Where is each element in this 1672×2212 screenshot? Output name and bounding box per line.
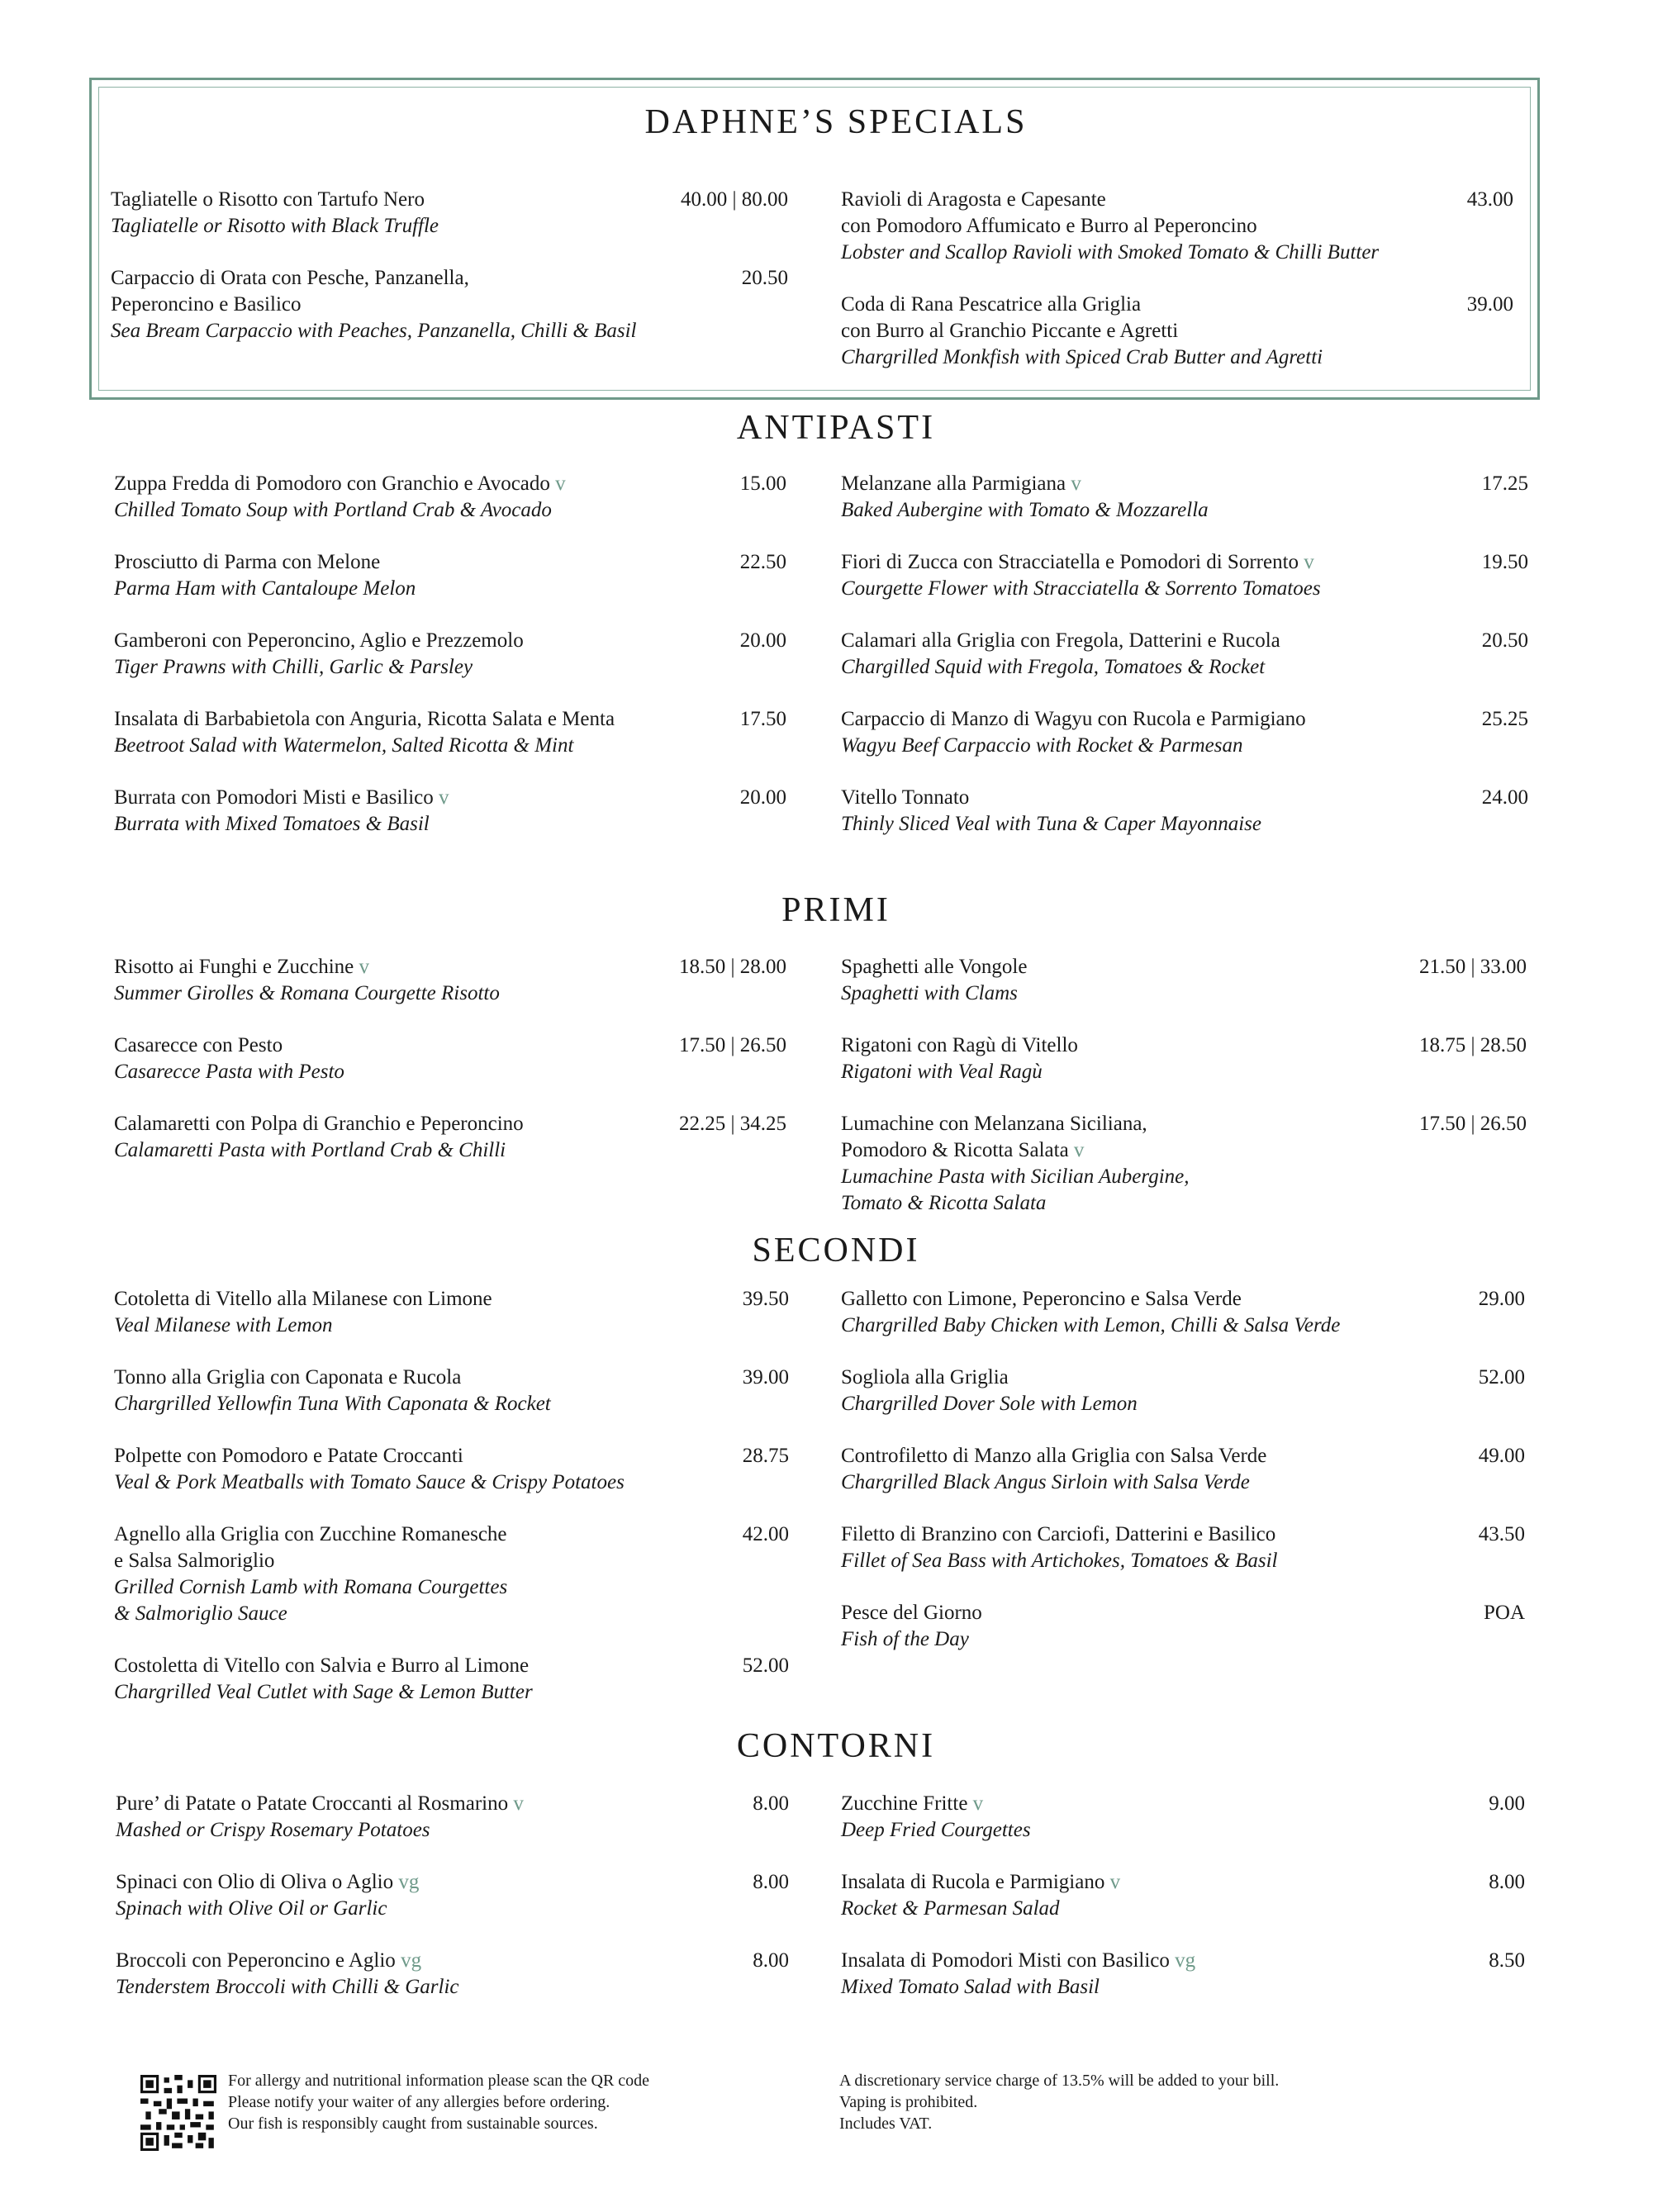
primi-item-casarecce-pasta-with-pesto — [114, 1032, 344, 1085]
dish-price: 40.00 | 80.00 — [680, 188, 788, 211]
dish-name-english: Sea Bream Carpaccio with Peaches, Panzanella, Chilli & Basil — [111, 320, 637, 342]
dish-price: 29.00 — [1478, 1288, 1525, 1310]
secondi-title: SECONDI — [752, 1232, 920, 1270]
dish-name-english: Parma Ham with Cantaloupe Melon — [114, 577, 416, 600]
dish-name-english: Chargrilled Dover Sole with Lemon — [841, 1393, 1138, 1415]
dish-name-italian: Filetto di Branzino con Carciofi, Datterini e Basilico — [841, 1523, 1276, 1545]
dish-price: 9.00 — [1489, 1792, 1525, 1815]
contorni-item-mashed-or-crispy-rosemary-potatoes — [116, 1791, 524, 1844]
dish-price: 18.50 | 28.00 — [678, 956, 786, 978]
dish-price: 43.50 — [1478, 1523, 1525, 1545]
dish-name-english: & Salmoriglio Sauce — [114, 1602, 287, 1625]
dish-name-english: Tagliatelle or Risotto with Black Truffle — [111, 215, 439, 237]
antipasti-item-chilled-tomato-soup-with-portland-crab-a — [114, 471, 566, 524]
dish-price: 8.00 — [753, 1792, 789, 1815]
secondi-item-chargrilled-dover-sole-with-lemon — [841, 1365, 1138, 1417]
antipasti-item-burrata-with-mixed-tomatoes-basil — [114, 785, 449, 838]
dish-price: 18.75 | 28.50 — [1418, 1034, 1527, 1056]
specials-item-chargrilled-monkfish-with-spiced-crab-bu — [841, 292, 1323, 371]
dish-name-english: Tenderstem Broccoli with Chilli & Garlic — [116, 1976, 459, 1998]
footer-left-line: Our fish is responsibly caught from sustainable sources. — [228, 2115, 598, 2133]
dish-name-english: Tiger Prawns with Chilli, Garlic & Parsley — [114, 656, 473, 678]
dish-name-english: Beetroot Salad with Watermelon, Salted Ricotta & Mint — [114, 734, 574, 757]
footer-left-line: For allergy and nutritional information please scan the QR code — [228, 2072, 650, 2090]
dish-price: 20.50 — [741, 267, 788, 289]
dish-name-english: Veal Milanese with Lemon — [114, 1314, 333, 1336]
secondi-item-veal-milanese-with-lemon — [114, 1286, 492, 1339]
dish-name-italian: Burrata con Pomodori Misti e Basilico v — [114, 786, 449, 809]
dish-name-italian: Rigatoni con Ragù di Vitello — [841, 1034, 1078, 1056]
dietary-tag: v — [1066, 472, 1081, 495]
dish-name-english: Chilled Tomato Soup with Portland Crab & Avocado — [114, 499, 552, 521]
dish-name-italian: e Salsa Salmoriglio — [114, 1550, 275, 1572]
dish-price: 8.00 — [753, 1949, 789, 1972]
dish-name-italian: Spinaci con Olio di Oliva o Aglio vg — [116, 1871, 420, 1893]
dish-name-english: Mashed or Crispy Rosemary Potatoes — [116, 1819, 430, 1841]
contorni-title: CONTORNI — [736, 1727, 936, 1765]
dish-name-italian: Ravioli di Aragosta e Capesante — [841, 188, 1106, 211]
dish-name-italian: Pesce del Giorno — [841, 1602, 982, 1624]
dish-name-italian: Carpaccio di Manzo di Wagyu con Rucola e Parmigiano — [841, 708, 1306, 730]
specials-item-lobster-and-scallop-ravioli-with-smoked- — [841, 187, 1379, 266]
dish-name-english: Rigatoni with Veal Ragù — [841, 1061, 1043, 1083]
dish-name-italian: Pomodoro & Ricotta Salata v — [841, 1139, 1085, 1161]
primi-item-calamaretti-pasta-with-portland-crab-chi — [114, 1111, 524, 1164]
dietary-tag: v — [433, 786, 449, 809]
dish-name-italian: Calamari alla Griglia con Fregola, Datterini e Rucola — [841, 629, 1280, 652]
secondi-item-chargrilled-veal-cutlet-with-sage-lemon- — [114, 1653, 533, 1706]
dish-price: 39.50 — [742, 1288, 789, 1310]
dish-name-italian: Zucchine Fritte v — [841, 1792, 984, 1815]
dish-price: 24.00 — [1481, 786, 1528, 809]
dish-name-italian: Tonno alla Griglia con Caponata e Rucola — [114, 1366, 462, 1388]
dish-name-english: Fish of the Day — [841, 1628, 969, 1650]
dish-name-english: Chargilled Squid with Fregola, Tomatoes & Rocket — [841, 656, 1266, 678]
antipasti-item-tiger-prawns-with-chilli-garlic-parsley — [114, 628, 524, 681]
primi-item-summer-girolles-romana-courgette-risotto — [114, 954, 500, 1007]
dish-name-english: Veal & Pork Meatballs with Tomato Sauce & Crispy Potatoes — [114, 1471, 625, 1493]
contorni-item-deep-fried-courgettes — [841, 1791, 1031, 1844]
dietary-tag: vg — [1169, 1949, 1196, 1972]
secondi-item-fish-of-the-day — [841, 1600, 982, 1653]
dish-name-english: Chargrilled Veal Cutlet with Sage & Lemon Butter — [114, 1681, 533, 1703]
antipasti-item-chargilled-squid-with-fregola-tomatoes-r — [841, 628, 1280, 681]
specials-title: DAPHNE’S SPECIALS — [644, 103, 1028, 141]
antipasti-item-wagyu-beef-carpaccio-with-rocket-parmesa — [841, 706, 1306, 759]
dish-price: 22.50 — [739, 551, 786, 573]
dish-price: 52.00 — [1478, 1366, 1525, 1388]
secondi-item-chargrilled-yellowfin-tuna-with-caponata — [114, 1365, 551, 1417]
dish-name-italian: Agnello alla Griglia con Zucchine Romanesche — [114, 1523, 507, 1545]
dish-name-english: Chargrilled Baby Chicken with Lemon, Chilli & Salsa Verde — [841, 1314, 1341, 1336]
dish-name-english: Fillet of Sea Bass with Artichokes, Tomatoes & Basil — [841, 1550, 1278, 1572]
dish-price: POA — [1483, 1602, 1525, 1624]
dish-name-english: Deep Fried Courgettes — [841, 1819, 1031, 1841]
dish-price: 17.50 | 26.50 — [678, 1034, 786, 1056]
dish-name-english: Spaghetti with Clams — [841, 982, 1018, 1004]
dish-price: 52.00 — [742, 1654, 789, 1677]
primi-item-spaghetti-with-clams — [841, 954, 1027, 1007]
dish-name-italian: Fiori di Zucca con Stracciatella e Pomodori di Sorrento v — [841, 551, 1314, 573]
dish-name-italian: Prosciutto di Parma con Melone — [114, 551, 381, 573]
secondi-item-chargrilled-black-angus-sirloin-with-sal — [841, 1443, 1266, 1496]
dish-name-italian: con Pomodoro Affumicato e Burro al Peperoncino — [841, 215, 1257, 237]
specials-item-sea-bream-carpaccio-with-peaches-panzane — [111, 265, 637, 344]
dish-name-english: Burrata with Mixed Tomatoes & Basil — [114, 813, 430, 835]
footer-right-line: Vaping is prohibited. — [839, 2093, 978, 2111]
secondi-item-fillet-of-sea-bass-with-artichokes-tomat — [841, 1521, 1277, 1574]
dish-name-italian: Coda di Rana Pescatrice alla Griglia — [841, 293, 1142, 316]
dish-price: 15.00 — [739, 472, 786, 495]
dish-name-italian: Polpette con Pomodoro e Patate Croccanti — [114, 1445, 463, 1467]
dish-price: 17.50 — [739, 708, 786, 730]
dietary-tag: v — [354, 956, 369, 978]
dish-price: 20.00 — [739, 629, 786, 652]
dish-name-italian: Melanzane alla Parmigiana v — [841, 472, 1081, 495]
dish-name-italian: Broccoli con Peperoncino e Aglio vg — [116, 1949, 422, 1972]
contorni-item-spinach-with-olive-oil-or-garlic — [116, 1869, 419, 1922]
dish-name-italian: Insalata di Barbabietola con Anguria, Ricotta Salata e Menta — [114, 708, 615, 730]
dish-price: 28.75 — [742, 1445, 789, 1467]
dietary-tag: v — [1299, 551, 1314, 573]
secondi-item-chargrilled-baby-chicken-with-lemon-chil — [841, 1286, 1340, 1339]
dish-name-italian: Carpaccio di Orata con Pesche, Panzanella, — [111, 267, 469, 289]
dietary-tag: v — [967, 1792, 984, 1815]
dish-price: 19.50 — [1481, 551, 1528, 573]
footer-left-line: Please notify your waiter of any allergies before ordering. — [228, 2093, 610, 2111]
dish-name-english: Lobster and Scallop Ravioli with Smoked Tomato & Chilli Butter — [841, 241, 1380, 263]
dish-name-english: Lumachine Pasta with Sicilian Aubergine, — [841, 1165, 1190, 1188]
dish-name-italian: Zuppa Fredda di Pomodoro con Granchio e Avocado v — [114, 472, 566, 495]
dish-price: 42.00 — [742, 1523, 789, 1545]
dish-price: 17.50 | 26.50 — [1418, 1113, 1527, 1135]
primi-item-lumachine-pasta-with-sicilian-aubergine — [841, 1111, 1190, 1217]
dish-name-english: Spinach with Olive Oil or Garlic — [116, 1897, 387, 1920]
footer-right-line: Includes VAT. — [839, 2115, 933, 2133]
contorni-item-mixed-tomato-salad-with-basil — [841, 1948, 1195, 2001]
dish-name-english: Summer Girolles & Romana Courgette Risotto — [114, 982, 500, 1004]
dish-name-italian: Costoletta di Vitello con Salvia e Burro al Limone — [114, 1654, 530, 1677]
dish-name-italian: Insalata di Pomodori Misti con Basilico vg — [841, 1949, 1196, 1972]
dish-price: 17.25 — [1481, 472, 1528, 495]
qr-code-icon[interactable] — [140, 2075, 216, 2151]
dish-name-italian: Casarecce con Pesto — [114, 1034, 283, 1056]
dish-name-english: Tomato & Ricotta Salata — [841, 1192, 1047, 1214]
dish-name-italian: Insalata di Rucola e Parmigiano v — [841, 1871, 1121, 1893]
dish-name-italian: con Burro al Granchio Piccante e Agretti — [841, 320, 1179, 342]
dish-name-english: Baked Aubergine with Tomato & Mozzarella — [841, 499, 1209, 521]
dish-name-italian: Galletto con Limone, Peperoncino e Salsa Verde — [841, 1288, 1242, 1310]
specials-item-tagliatelle-or-risotto-with-black-truffl — [111, 187, 439, 240]
dietary-tag: vg — [393, 1871, 420, 1893]
dish-name-italian: Lumachine con Melanzana Siciliana, — [841, 1113, 1147, 1135]
dish-price: 8.00 — [1489, 1871, 1525, 1893]
dish-name-english: Rocket & Parmesan Salad — [841, 1897, 1060, 1920]
antipasti-title: ANTIPASTI — [736, 409, 936, 447]
dish-price: 8.50 — [1489, 1949, 1525, 1972]
dish-name-english: Chargrilled Yellowfin Tuna With Caponata & Rocket — [114, 1393, 551, 1415]
dish-name-english: Casarecce Pasta with Pesto — [114, 1061, 344, 1083]
footer-service-note — [839, 2070, 1279, 2134]
dish-name-english: Chargrilled Black Angus Sirloin with Salsa Verde — [841, 1471, 1250, 1493]
dish-name-english: Wagyu Beef Carpaccio with Rocket & Parmesan — [841, 734, 1243, 757]
dish-price: 21.50 | 33.00 — [1418, 956, 1527, 978]
dish-name-english: Calamaretti Pasta with Portland Crab & Chilli — [114, 1139, 506, 1161]
dish-name-english: Thinly Sliced Veal with Tuna & Caper Mayonnaise — [841, 813, 1261, 835]
dish-name-italian: Calamaretti con Polpa di Granchio e Peperoncino — [114, 1113, 524, 1135]
dish-name-english: Mixed Tomato Salad with Basil — [841, 1976, 1100, 1998]
dish-price: 25.25 — [1481, 708, 1528, 730]
dish-name-italian: Tagliatelle o Risotto con Tartufo Nero — [111, 188, 425, 211]
secondi-item-grilled-cornish-lamb-with-romana-courget — [114, 1521, 507, 1627]
dietary-tag: vg — [395, 1949, 422, 1972]
primi-item-rigatoni-with-veal-rag — [841, 1032, 1078, 1085]
primi-title: PRIMI — [781, 891, 891, 929]
dish-price: 49.00 — [1478, 1445, 1525, 1467]
dietary-tag: v — [1104, 1871, 1121, 1893]
dish-name-italian: Pure’ di Patate o Patate Croccanti al Rosmarino v — [116, 1792, 524, 1815]
dish-name-english: Courgette Flower with Stracciatella & Sorrento Tomatoes — [841, 577, 1321, 600]
contorni-item-tenderstem-broccoli-with-chilli-garlic — [116, 1948, 459, 2001]
dish-price: 8.00 — [753, 1871, 789, 1893]
dish-name-italian: Vitello Tonnato — [841, 786, 970, 809]
antipasti-item-parma-ham-with-cantaloupe-melon — [114, 549, 416, 602]
dish-name-italian: Cotoletta di Vitello alla Milanese con Limone — [114, 1288, 492, 1310]
dietary-tag: v — [1068, 1139, 1085, 1161]
dish-name-italian: Risotto ai Funghi e Zucchine v — [114, 956, 369, 978]
contorni-item-rocket-parmesan-salad — [841, 1869, 1120, 1922]
antipasti-item-thinly-sliced-veal-with-tuna-caper-mayon — [841, 785, 1261, 838]
dish-name-english: Grilled Cornish Lamb with Romana Courgettes — [114, 1576, 508, 1598]
dish-name-italian: Controfiletto di Manzo alla Griglia con Salsa Verde — [841, 1445, 1267, 1467]
dish-name-english: Chargrilled Monkfish with Spiced Crab Butter and Agretti — [841, 346, 1323, 368]
dish-price: 39.00 — [742, 1366, 789, 1388]
dish-name-italian: Gamberoni con Peperoncino, Aglio e Prezzemolo — [114, 629, 524, 652]
antipasti-item-baked-aubergine-with-tomato-mozzarella — [841, 471, 1209, 524]
dish-price: 43.00 — [1466, 188, 1513, 211]
dietary-tag: v — [549, 472, 566, 495]
dish-name-italian: Sogliola alla Griglia — [841, 1366, 1009, 1388]
dietary-tag: v — [508, 1792, 524, 1815]
secondi-item-veal-pork-meatballs-with-tomato-sauce-cr — [114, 1443, 625, 1496]
antipasti-item-courgette-flower-with-stracciatella-sorr — [841, 549, 1321, 602]
dish-price: 22.25 | 34.25 — [678, 1113, 786, 1135]
dish-price: 39.00 — [1466, 293, 1513, 316]
dish-price: 20.50 — [1481, 629, 1528, 652]
footer-right-line: A discretionary service charge of 13.5% will be added to your bill. — [839, 2072, 1280, 2090]
antipasti-item-beetroot-salad-with-watermelon-salted-ri — [114, 706, 615, 759]
dish-name-italian: Spaghetti alle Vongole — [841, 956, 1028, 978]
dish-name-italian: Peperoncino e Basilico — [111, 293, 302, 316]
footer-allergy-note — [228, 2070, 649, 2134]
dish-price: 20.00 — [739, 786, 786, 809]
